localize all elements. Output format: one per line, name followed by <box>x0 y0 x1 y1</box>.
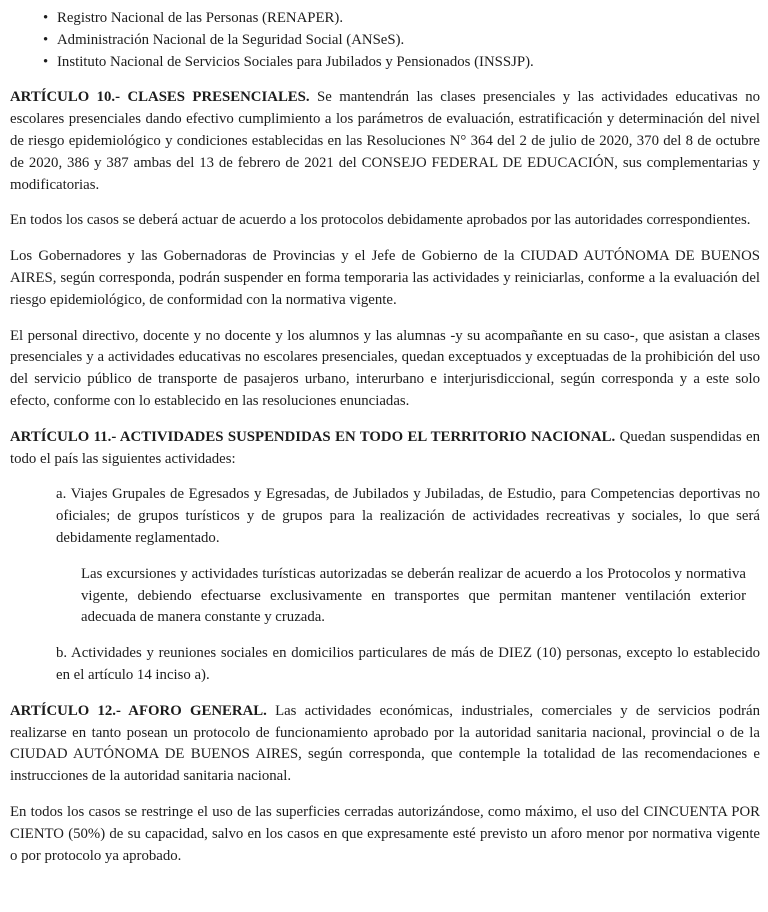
item-b-reuniones: b. Actividades y reuniones sociales en domicilios particulares de más de DIEZ (10) personas, excepto lo establecido en el artículo 14 inciso a). <box>56 645 760 683</box>
bullet-list <box>10 8 760 73</box>
list-item <box>10 8 760 30</box>
article-11-body: Quedan suspendidas en todo el país las siguientes actividades: <box>10 428 760 467</box>
item-a-subparagraph-excursiones: Las excursiones y actividades turísticas autorizadas se deberán realizar de acuerdo a los Protocolos y normativa vigente, debiendo efectuarse exclusivamente en transportes que permitan mantener ventilación exterior adecuada de manera constante y cruzada. <box>81 565 746 626</box>
paragraph-protocolos: En todos los casos se deberá actuar de acuerdo a los protocolos debidamente aprobados por las autoridades correspondientes. <box>10 212 751 229</box>
list-item <box>10 52 760 74</box>
bullet-text-inssjp: Instituto Nacional de Servicios Sociales para Jubilados y Pensionados (INSSJP). <box>57 53 534 70</box>
bullet-icon: • <box>43 10 49 26</box>
bullet-icon: • <box>43 53 49 70</box>
article-12-body: Las actividades económicas, industriales, comerciales y de servicios podrán realizarse en tanto posean un protocolo de funcionamiento aprobado por la autoridad sanitaria nacional, provincial o de la CIUDAD AUTÓNOMA DE BUENOS AIRES, según corresponda, que contemple la totalidad de las recomendaciones e instrucciones de la autoridad sanitaria nacional. <box>10 702 760 785</box>
paragraph-aforo-50: En todos los casos se restringe el uso de las superficies cerradas autorizándose, como máximo, el uso del CINCUENTA POR CIENTO (50%) de su capacidad, salvo en los casos en que expresamente esté previsto un aforo menor por normativa vigente o por protocolo ya aprobado. <box>10 803 760 864</box>
article-12-paragraph <box>10 701 760 788</box>
bullet-icon: • <box>43 31 49 48</box>
bullet-text-anses: Administración Nacional de la Seguridad Social (ANSeS). <box>57 31 405 48</box>
article-10-body: Se mantendrán las clases presenciales y las actividades educativas no escolares presenciales dando efectivo cumplimiento a los parámetros de evaluación, estratificación y determinación del nivel de riesgo epidemiológico y condiciones establecidas en las Resoluciones N° 364 del 2 de julio de 2020, 370 del 8 de octubre de 2020, 386 y 387 ambas del 13 de febrero de 2021 del CONSEJO FEDERAL DE EDUCACIÓN, sus complementarias y modificatorias. <box>10 89 760 193</box>
list-item <box>10 30 760 52</box>
article-12-heading: ARTÍCULO 12.- AFORO GENERAL. <box>10 702 267 719</box>
article-11-heading: ARTÍCULO 11.- ACTIVIDADES SUSPENDIDAS EN TODO EL TERRITORIO NACIONAL. <box>10 428 616 445</box>
paragraph-gobernadores: Los Gobernadores y las Gobernadoras de Provincias y el Jefe de Gobierno de la CIUDAD AUTÓNOMA DE BUENOS AIRES, según corresponda, podrán suspender en forma temporaria las actividades y reiniciarlas, conforme a la evaluación del riesgo epidemiológico, de conformidad con la normativa vigente. <box>10 248 760 308</box>
article-11-paragraph <box>10 427 760 471</box>
paragraph-personal-transporte: El personal directivo, docente y no docente y los alumnos y las alumnas -y su acompañante en su caso-, que asistan a clases presenciales y a actividades educativas no escolares presenciales, quedan exceptuados y exceptuadas de la prohibición del uso del servicio público de transporte de pasajeros urbano, interurbano e interjurisdiccional, según corresponda y a este solo efecto, conforme con lo establecido en las resoluciones enunciadas. <box>10 327 760 409</box>
article-10-heading: ARTÍCULO 10.- CLASES PRESENCIALES. <box>10 89 310 106</box>
item-a-viajes: a. Viajes Grupales de Egresados y Egresadas, de Jubilados y Jubiladas, de Estudio, para Competencias deportivas no oficiales; de grupos turísticos y de grupos para la realización de actividades recreativas y sociales, lo que será debidamente reglamentado. <box>56 486 760 546</box>
article-10-paragraph <box>10 87 760 196</box>
bullet-text-renaper: Registro Nacional de las Personas (RENAPER). <box>57 10 344 26</box>
